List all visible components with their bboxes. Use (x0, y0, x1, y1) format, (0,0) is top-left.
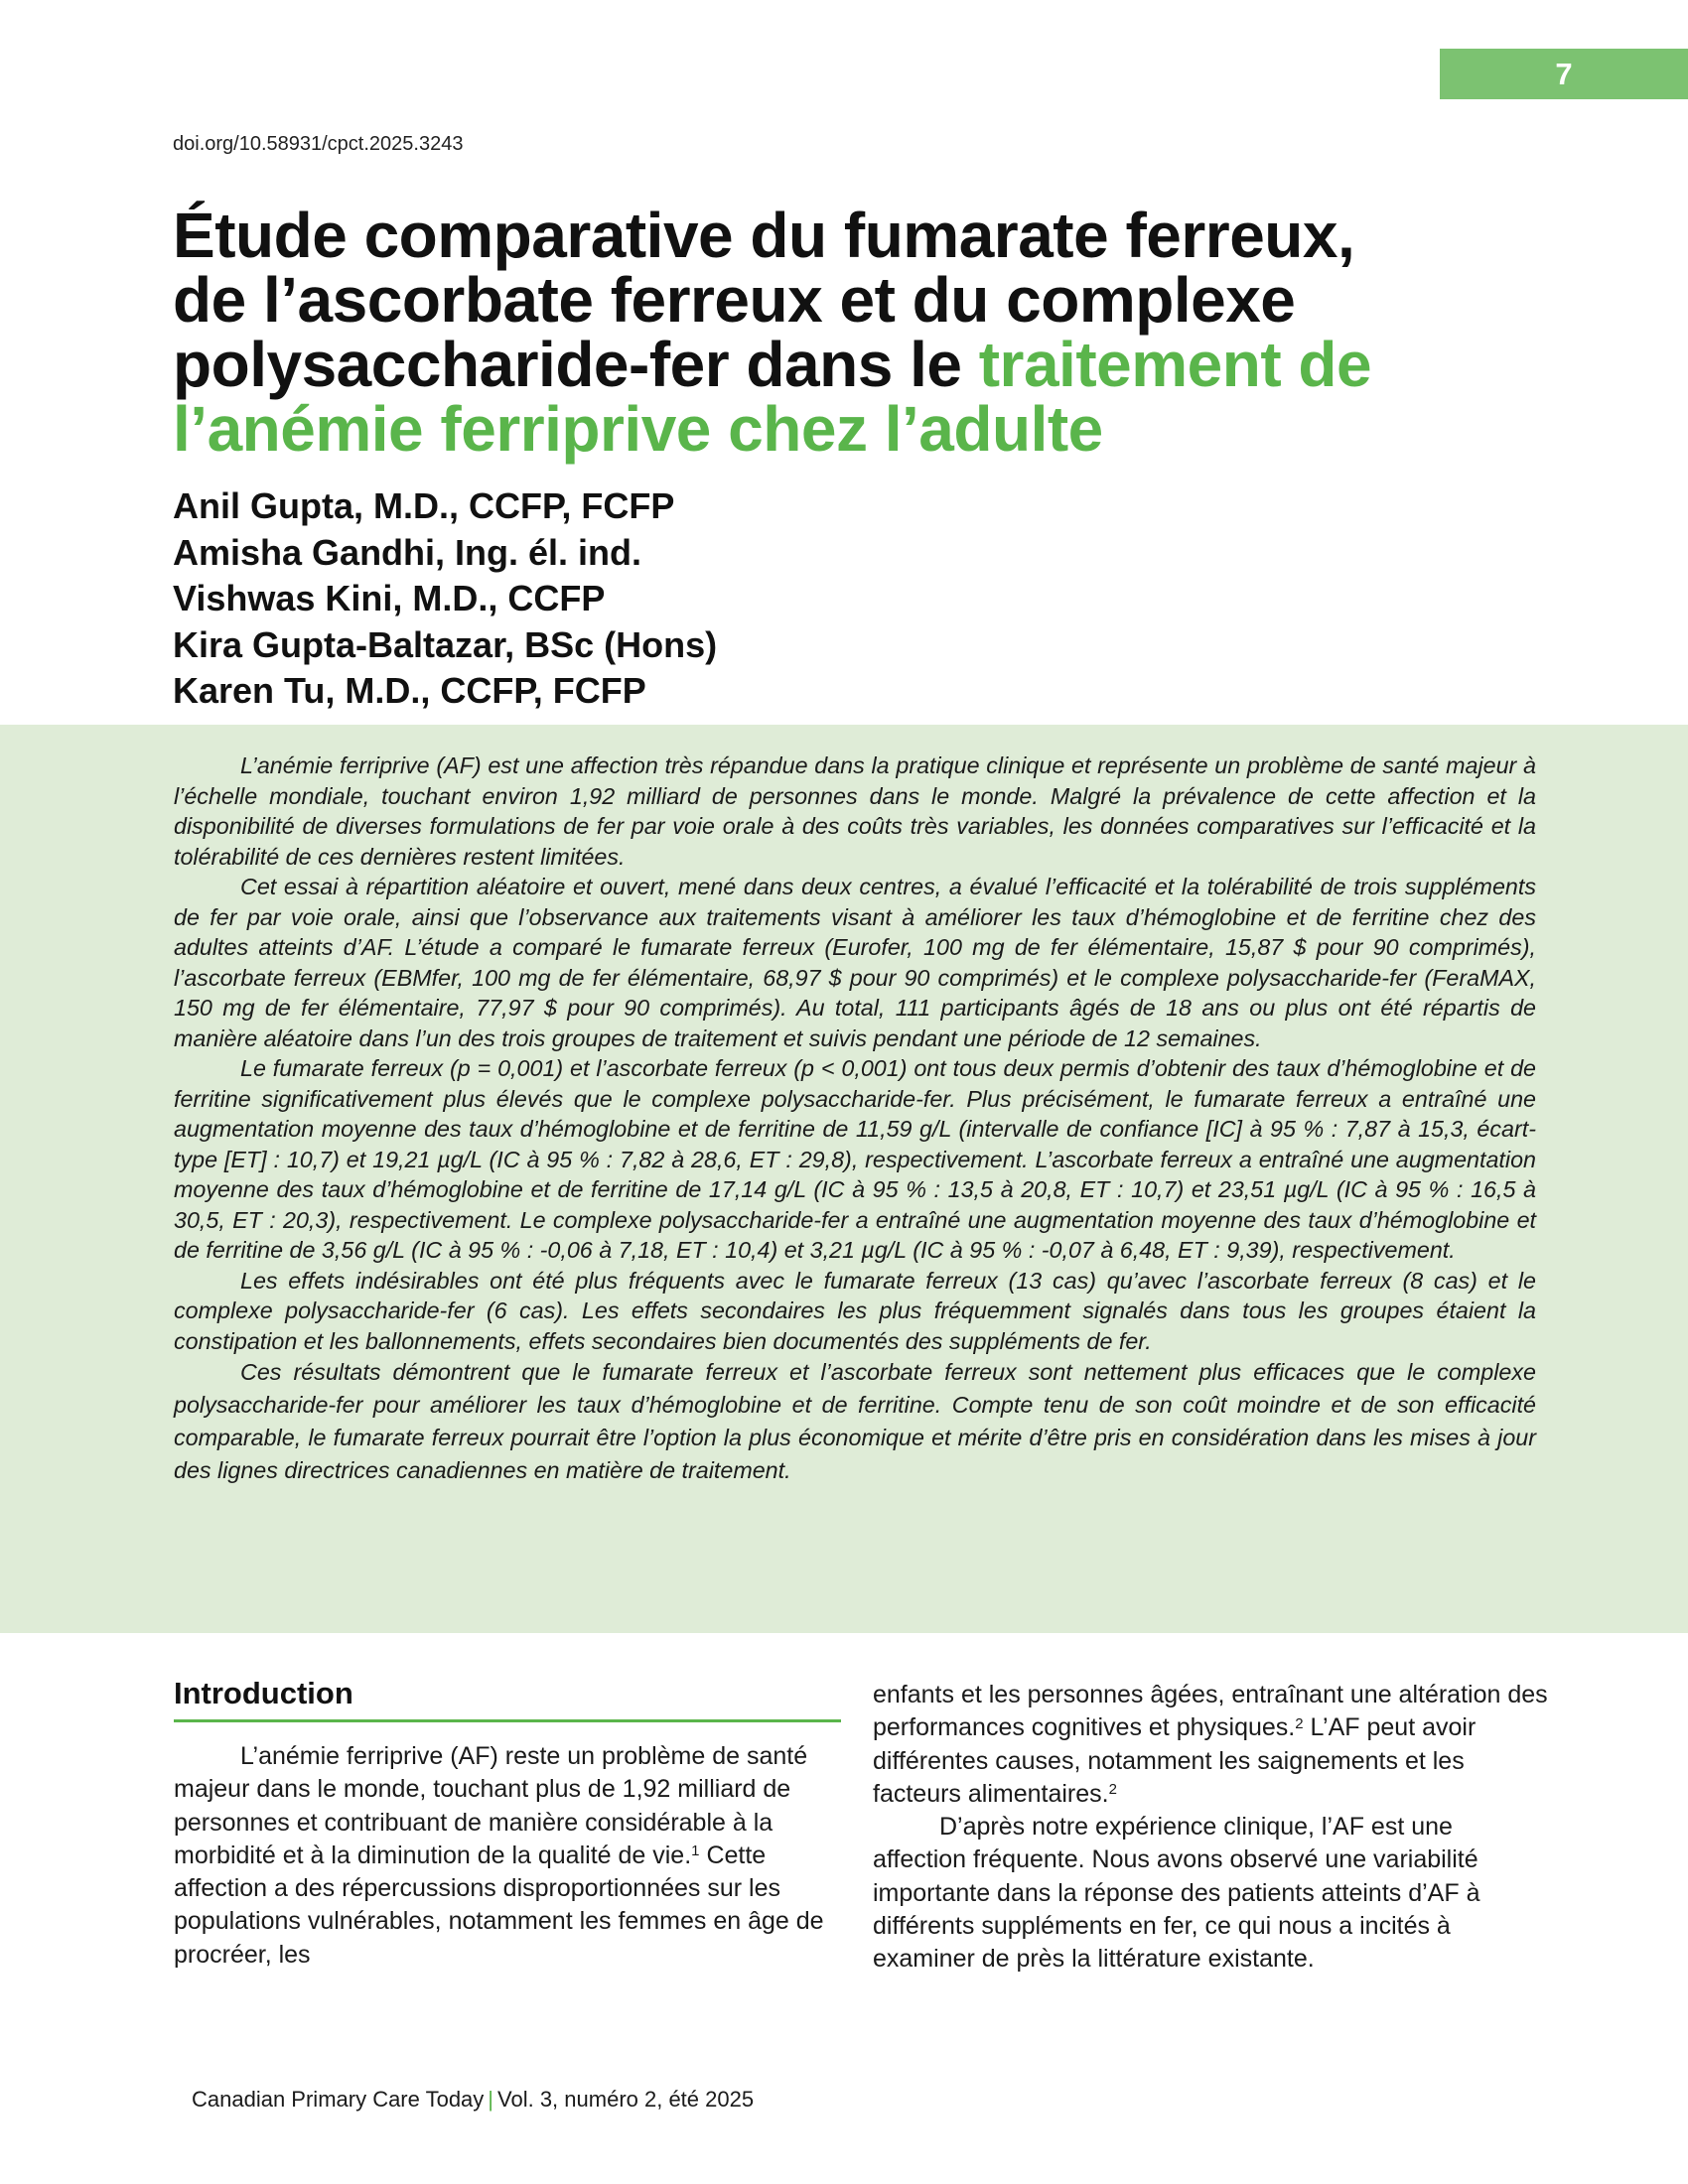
section-heading-introduction: Introduction (174, 1676, 353, 1710)
journal-name: Canadian Primary Care Today (192, 2087, 485, 2112)
body-text-span: L’anémie ferriprive (AF) reste un problème de santé majeur dans le monde, touchant plus de 1,92 milliard de personnes et contribuant de manière considérable à la morbidité et à la diminution de la qualité de vie. (174, 1742, 808, 1869)
abstract-paragraph: Cet essai à répartition aléatoire et ouvert, mené dans deux centres, a évalué l’efficacité et la tolérabilité de trois suppléments de fer par voie orale, ainsi que l’observance aux traitements visant à améliorer les taux d’hémoglobine et de ferritine chez des adultes atteints d’AF. L’étude a comparé le fumarate ferreux (Eurofer, 100 mg de fer élémentaire, 15,87 $ pour 90 comprimés), l’ascorbate ferreux (EBMfer, 100 mg de fer élémentaire, 68,97 $ pour 90 comprimés) et le complexe polysaccharide-fer (FeraMAX, 150 mg de fer élémentaire, 77,97 $ pour 90 comprimés). Au total, 111 participants âgés de 18 ans ou plus ont été répartis de manière aléatoire dans l’un des trois groupes de traitement et suivis pendant une période de 12 semaines. (174, 874, 1536, 1051)
reference-marker[interactable]: 1 (691, 1843, 700, 1860)
body-paragraph (174, 1740, 841, 1972)
title-line-1: Étude comparative du fumarate ferreux, (173, 200, 1355, 271)
footer-separator: | (488, 2087, 494, 2112)
title-line-4-accent: l’anémie ferriprive chez l’adulte (173, 393, 1103, 465)
author-list (173, 483, 717, 715)
page-number: 7 (1555, 56, 1573, 91)
right-column-text (873, 1679, 1548, 1977)
title-line-3-accent: traitement de (978, 329, 1372, 400)
doi-link[interactable]: doi.org/10.58931/cpct.2025.3243 (173, 133, 464, 155)
title-line-2: de l’ascorbate ferreux et du complexe (173, 264, 1296, 336)
issue-info: Vol. 3, numéro 2, été 2025 (497, 2087, 755, 2112)
page-number-badge (1440, 49, 1688, 99)
left-column (174, 1674, 841, 1972)
right-column (873, 1679, 1548, 1977)
author: Anil Gupta, M.D., CCFP, FCFP (173, 485, 675, 526)
author: Kira Gupta-Baltazar, BSc (Hons) (173, 623, 718, 665)
abstract-paragraph: Ces résultats démontrent que le fumarate ferreux et l’ascorbate ferreux sont nettement plus efficaces que le complexe polysaccharide-fer pour améliorer les taux d’hémoglobine et de ferritine. Compte tenu de son coût moindre et de son efficacité comparable, le fumarate ferreux pourrait être l’option la plus économique et mérite d’être pris en considération dans les mises à jour des lignes directrices canadiennes en matière de traitement. (174, 1359, 1536, 1483)
body-text-span: Cette affection a des répercussions disproportionnées sur les populations vulnérables, notamment les femmes en âge de procréer, les (174, 1841, 824, 1969)
reference-marker[interactable]: 2 (1295, 1714, 1304, 1732)
author: Amisha Gandhi, Ing. él. ind. (173, 531, 642, 573)
author: Karen Tu, M.D., CCFP, FCFP (173, 670, 646, 711)
abstract-paragraph: L’anémie ferriprive (AF) est une affection très répandue dans la pratique clinique et représente un problème de santé majeur à l’échelle mondiale, touchant environ 1,92 milliard de personnes dans le monde. Malgré la prévalence de cette affection et la disponibilité de diverses formulations de fer par voie orale à des coûts très variables, les données comparatives sur l’efficacité et la tolérabilité de ces dernières restent limitées. (174, 752, 1536, 870)
body-text-span: enfants et les personnes âgées, entraînant une altération des performances cognitives et physiques. (873, 1681, 1548, 1742)
page-footer (192, 2087, 754, 2113)
abstract-paragraph: Le fumarate ferreux (p = 0,001) et l’ascorbate ferreux (p < 0,001) ont tous deux permis d’obtenir des taux d’hémoglobine et de ferritine significativement plus élevés que le complexe polysaccharide-fer. Plus précisément, le fumarate ferreux a entraîné une augmentation moyenne des taux d’hémoglobine et de ferritine de 11,59 g/L (intervalle de confiance [IC] à 95 % : 7,87 à 15,3, écart-type [ET] : 10,7) et 19,21 µg/L (IC à 95 % : 7,82 à 28,6, ET : 29,8), respectivement. L’ascorbate ferreux a entraîné une augmentation moyenne des taux d’hémoglobine et de ferritine de 17,14 g/L (IC à 95 % : 13,5 à 20,8, ET : 10,7) et 23,51 µg/L (IC à 95 % : 16,5 à 30,5, ET : 20,3), respectivement. Le complexe polysaccharide-fer a entraîné une augmentation moyenne des taux d’hémoglobine et de ferritine de 3,56 g/L (IC à 95 % : -0,06 à 7,18, ET : 10,4) et 3,21 µg/L (IC à 95 % : -0,07 à 6,48, ET : 9,39), respectivement. (174, 1055, 1536, 1263)
abstract-paragraph: Les effets indésirables ont été plus fréquents avec le fumarate ferreux (13 cas) qu’avec l’ascorbate ferreux (8 cas) et le complexe polysaccharide-fer (6 cas). Les effets secondaires les plus fréquemment signalés dans tous les groupes étaient la constipation et les ballonnements, effets secondaires bien documentés des suppléments de fer. (174, 1267, 1536, 1354)
section-divider (174, 1719, 841, 1722)
body-paragraph (873, 1679, 1548, 1811)
abstract (174, 751, 1536, 1487)
reference-marker[interactable]: 2 (1108, 1781, 1117, 1799)
article-title (173, 200, 1563, 465)
left-column-text (174, 1740, 841, 1972)
title-line-3: polysaccharide-fer dans le (173, 329, 979, 400)
author: Vishwas Kini, M.D., CCFP (173, 578, 606, 618)
body-text-span: L’AF peut avoir différentes causes, notamment les saignements et les facteurs alimentaires. (873, 1713, 1477, 1808)
body-paragraph: D’après notre expérience clinique, l’AF est une affection fréquente. Nous avons observé une variabilité importante dans la réponse des patients atteints d’AF à différents suppléments en fer, ce qui nous a incités à examiner de près la littérature existante. (873, 1813, 1480, 1974)
